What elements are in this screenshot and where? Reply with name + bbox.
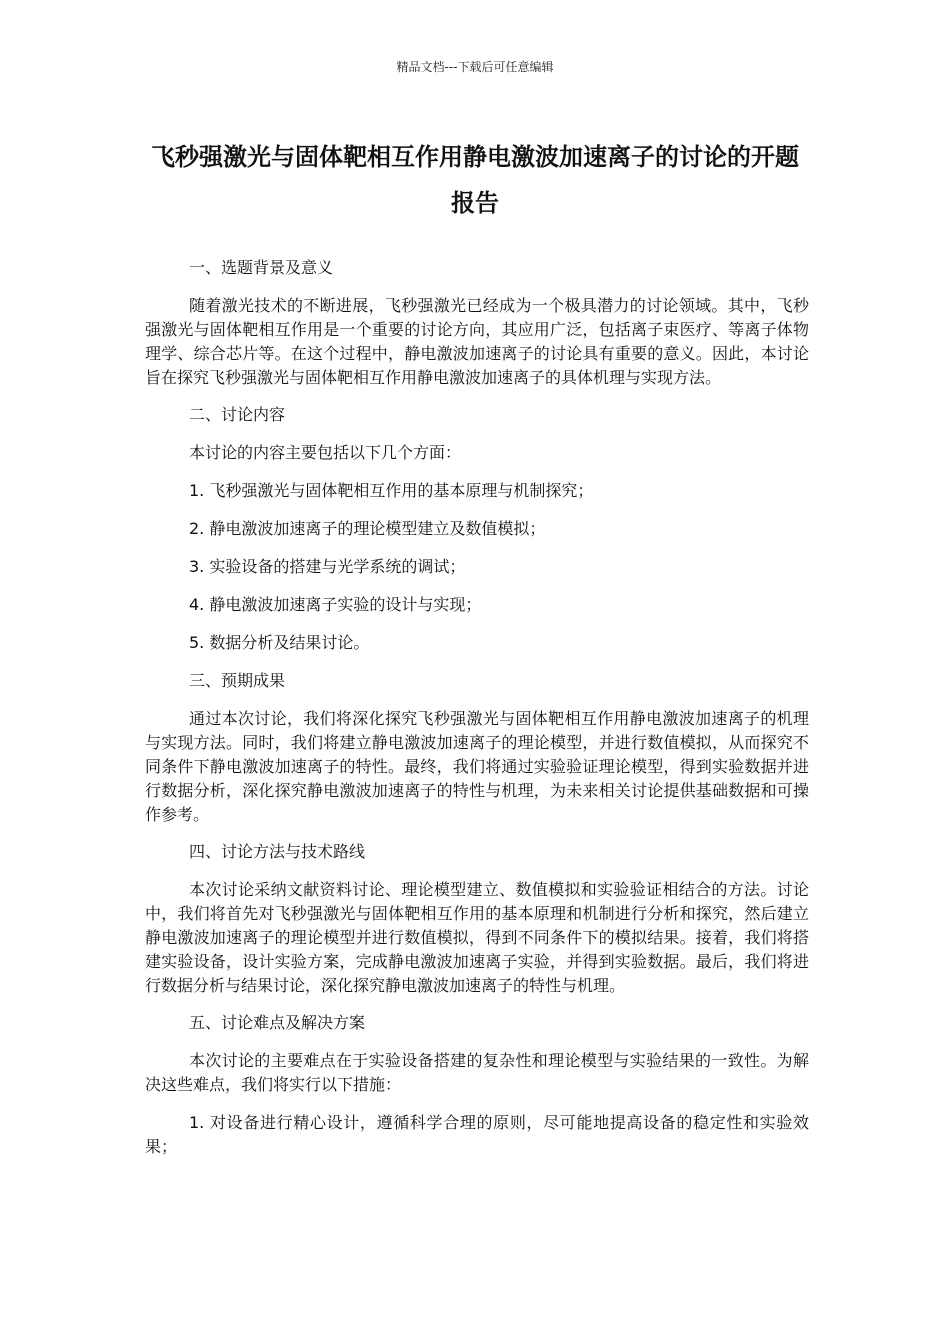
paragraph: 随着激光技术的不断进展，飞秒强激光已经成为一个极具潜力的讨论领域。其中，飞秒强激光与固体靶相互作用是一个重要的讨论方向，其应用广泛，包括离子束医疗、等离子体物理学、综合芯片等。在这个过程中，静电激波加速离子的讨论具有重要的意义。因此，本讨论旨在探究飞秒强激光与固体靶相互作用静电激波加速离子的具体机理与实现方法。: [145, 296, 809, 387]
document-body: [145, 256, 809, 1173]
list-item: 5. 数据分析及结果讨论。: [189, 633, 370, 652]
page-header: 精品文档---下载后可任意编辑: [396, 60, 554, 74]
section-heading-5: 五、讨论难点及解决方案: [189, 1013, 366, 1032]
section-heading-2: 二、讨论内容: [189, 405, 286, 424]
list-item: 1. 飞秒强激光与固体靶相互作用的基本原理与机制探究；: [189, 481, 594, 500]
list-item: 2. 静电激波加速离子的理论模型建立及数值模拟；: [189, 519, 546, 538]
list-item: 4. 静电激波加速离子实验的设计与实现；: [189, 595, 482, 614]
section-heading-3: 三、预期成果: [189, 671, 286, 690]
section-heading-4: 四、讨论方法与技术路线: [189, 842, 366, 861]
paragraph: 本次讨论采纳文献资料讨论、理论模型建立、数值模拟和实验验证相结合的方法。讨论中，我们将首先对飞秒强激光与固体靶相互作用的基本原理和机制进行分析和探究，然后建立静电激波加速离子的理论模型并进行数值模拟，得到不同条件下的模拟结果。接着，我们将搭建实验设备，设计实验方案，完成静电激波加速离子实验，并得到实验数据。最后，我们将进行数据分析与结果讨论，深化探究静电激波加速离子的特性与机理。: [145, 880, 809, 995]
list-item: 1. 对设备进行精心设计，遵循科学合理的原则，尽可能地提高设备的稳定性和实验效果；: [145, 1113, 809, 1156]
list-item: 3. 实验设备的搭建与光学系统的调试；: [189, 557, 466, 576]
paragraph: 通过本次讨论，我们将深化探究飞秒强激光与固体靶相互作用静电激波加速离子的机理与实现方法。同时，我们将建立静电激波加速离子的理论模型，并进行数值模拟，从而探究不同条件下静电激波加速离子的特性。最终，我们将通过实验验证理论模型，得到实验数据并进行数据分析，深化探究静电激波加速离子的特性与机理，为未来相关讨论提供基础数据和可操作参考。: [145, 709, 809, 824]
paragraph: 本讨论的内容主要包括以下几个方面：: [189, 443, 462, 462]
paragraph: 本次讨论的主要难点在于实验设备搭建的复杂性和理论模型与实验结果的一致性。为解决这些难点，我们将实行以下措施：: [145, 1051, 809, 1094]
section-heading-1: 一、选题背景及意义: [189, 258, 334, 277]
document-title: 飞秒强激光与固体靶相互作用静电激波加速离子的讨论的开题报告: [151, 143, 799, 217]
